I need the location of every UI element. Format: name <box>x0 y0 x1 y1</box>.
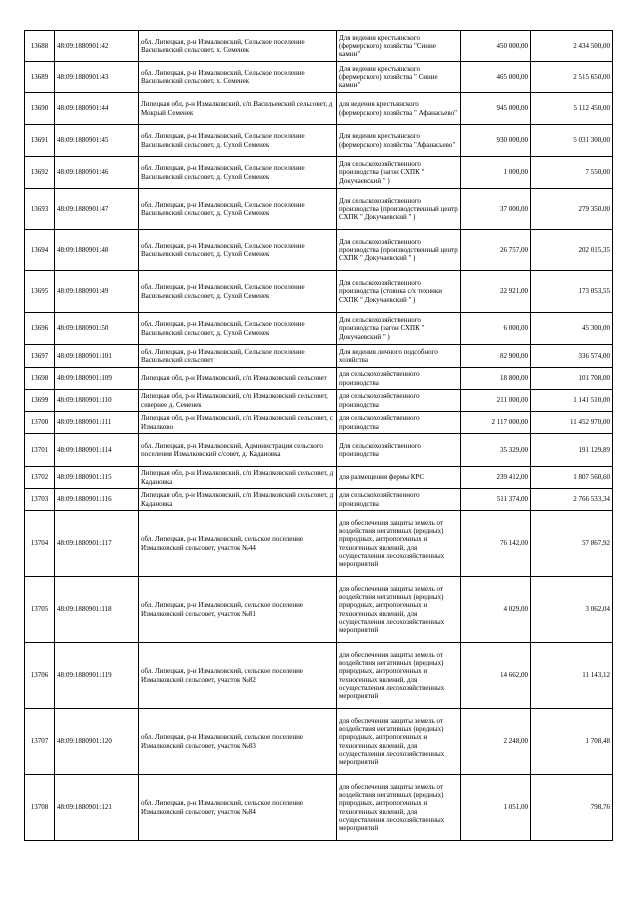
row-number: 13703 <box>25 489 55 511</box>
area-cell: 4 029,00 <box>461 577 531 643</box>
row-number: 13700 <box>25 412 55 434</box>
area-cell: 18 800,00 <box>461 368 531 390</box>
row-number: 13702 <box>25 467 55 489</box>
table-row <box>25 467 613 489</box>
permitted-use-cell: для сельскохозяйственного производства <box>337 390 461 412</box>
table-row <box>25 434 613 467</box>
area-cell: 14 662,00 <box>461 643 531 709</box>
row-number: 13697 <box>25 345 55 368</box>
document-page <box>24 30 613 841</box>
area-cell: 465 000,00 <box>461 62 531 93</box>
permitted-use-cell: для ведения крестьянского (фермерского) хозяйства " Афанасьево" <box>337 93 461 125</box>
address-cell: Липецкая обл, р-н Измалковский, с/п Измалковский сельсовет, с Измалково <box>139 412 337 434</box>
land-register-table <box>24 30 613 841</box>
permitted-use-cell: Для сельскохозяйственного производства (производственный центр СХПК " Докучаевский " ) <box>337 230 461 271</box>
area-cell: 26 757,00 <box>461 230 531 271</box>
cadastral-number: 48:09:1880901:116 <box>55 489 139 511</box>
area-cell: 37 000,00 <box>461 189 531 230</box>
cadastral-value-cell: 2 515 650,00 <box>531 62 613 93</box>
cadastral-value-cell: 1 807 560,60 <box>531 467 613 489</box>
cadastral-value-cell: 45 300,00 <box>531 313 613 345</box>
table-row <box>25 31 613 62</box>
permitted-use-cell: Для сельскохозяйственного производства (загон СХПК " Докучаевский " ) <box>337 313 461 345</box>
address-cell: обл. Липецкая, р-н Измалковский, Администрация сельского поселения Измалковский с/совет, д. Кадановка <box>139 434 337 467</box>
address-cell: Липецкая обл, р-н Измалковский, с/п Измалковский сельсовет, д Кадановка <box>139 467 337 489</box>
cadastral-value-cell: 11 143,12 <box>531 643 613 709</box>
permitted-use-cell: Для сельскохозяйственного производства (производственный центр СХПК " Докучаевский " ) <box>337 189 461 230</box>
permitted-use-cell: для обеспечения защиты земель от воздействия негативных (вредных) природных, антропогенных и техногенных явлений, для осуществления лесохозяйственных мероприятий <box>337 511 461 577</box>
table-row <box>25 577 613 643</box>
address-cell: обл. Липецкая, р-н Измалковский, Сельское поселение Васильевский сельсовет, х. Семенек <box>139 62 337 93</box>
area-cell: 450 000,00 <box>461 31 531 62</box>
address-cell: Липецкая обл, р-н Измалковский, с/п Измалковский сельсовет, севернее д. Семенек <box>139 390 337 412</box>
row-number: 13706 <box>25 643 55 709</box>
permitted-use-cell: Для ведения личного подсобного хозяйства <box>337 345 461 368</box>
table-row <box>25 313 613 345</box>
table-row <box>25 271 613 313</box>
cadastral-value-cell: 1 141 510,00 <box>531 390 613 412</box>
cadastral-number: 48:09:1880901:50 <box>55 313 139 345</box>
row-number: 13698 <box>25 368 55 390</box>
cadastral-number: 48:09:1880901:119 <box>55 643 139 709</box>
permitted-use-cell: для сельскохозяйственного производства <box>337 489 461 511</box>
row-number: 13707 <box>25 709 55 775</box>
address-cell: обл. Липецкая, р-н Измалковский, Сельское поселение Васильевский сельсовет <box>139 345 337 368</box>
area-cell: 2 117 000,00 <box>461 412 531 434</box>
row-number: 13696 <box>25 313 55 345</box>
permitted-use-cell: Для ведения крестьянского (фермерского) хозяйства "Афанасьево" <box>337 125 461 157</box>
permitted-use-cell: Для сельскохозяйственного производства (загон СХПК " Докучаевский " ) <box>337 157 461 189</box>
area-cell: 6 000,00 <box>461 313 531 345</box>
table-row <box>25 390 613 412</box>
table-row <box>25 368 613 390</box>
address-cell: обл. Липецкая, р-н Измалковский, сельское поселение Измалковский сельсовет, участок №44 <box>139 511 337 577</box>
address-cell: обл. Липецкая, р-н Измалковский, сельское поселение Измалковский сельсовет, участок №81 <box>139 577 337 643</box>
address-cell: обл. Липецкая, р-н Измалковский, Сельское поселение Васильевский сельсовет, д. Сухой Семенек <box>139 313 337 345</box>
row-number: 13692 <box>25 157 55 189</box>
table-row <box>25 775 613 841</box>
address-cell: обл. Липецкая, р-н Измалковский, сельское поселение Измалковский сельсовет, участок №83 <box>139 709 337 775</box>
cadastral-value-cell: 3 062,04 <box>531 577 613 643</box>
cadastral-value-cell: 173 053,55 <box>531 271 613 313</box>
table-row <box>25 489 613 511</box>
table-row <box>25 157 613 189</box>
area-cell: 239 412,00 <box>461 467 531 489</box>
row-number: 13688 <box>25 31 55 62</box>
table-row <box>25 643 613 709</box>
row-number: 13691 <box>25 125 55 157</box>
row-number: 13695 <box>25 271 55 313</box>
cadastral-number: 48:09:1880901:121 <box>55 775 139 841</box>
cadastral-value-cell: 2 434 500,00 <box>531 31 613 62</box>
cadastral-value-cell: 57 867,92 <box>531 511 613 577</box>
cadastral-number: 48:09:1880901:117 <box>55 511 139 577</box>
cadastral-value-cell: 279 350,00 <box>531 189 613 230</box>
row-number: 13693 <box>25 189 55 230</box>
area-cell: 511 374,00 <box>461 489 531 511</box>
permitted-use-cell: Для сельскохозяйственного производства <box>337 434 461 467</box>
address-cell: обл. Липецкая, р-н Измалковский, Сельское поселение Васильевский сельсовет, д. Сухой Семенек <box>139 157 337 189</box>
table-row <box>25 62 613 93</box>
permitted-use-cell: Для ведения крестьянского (фермерского) хозяйства "Синие камни" <box>337 31 461 62</box>
row-number: 13701 <box>25 434 55 467</box>
cadastral-number: 48:09:1880901:101 <box>55 345 139 368</box>
permitted-use-cell: для размещения фермы КРС <box>337 467 461 489</box>
address-cell: обл. Липецкая, р-н Измалковский, сельское поселение Измалковский сельсовет, участок №82 <box>139 643 337 709</box>
permitted-use-cell: для обеспечения защиты земель от воздействия негативных (вредных) природных, антропогенных и техногенных явлений, для осуществления лесохозяйственных мероприятий <box>337 775 461 841</box>
cadastral-number: 48:09:1880901:110 <box>55 390 139 412</box>
cadastral-number: 48:09:1880901:114 <box>55 434 139 467</box>
address-cell: Липецкая обл, р-н Измалковский, с/п Васильевский сельсовет, д Мокрый Семенек <box>139 93 337 125</box>
permitted-use-cell: для обеспечения защиты земель от воздействия негативных (вредных) природных, антропогенных и техногенных явлений, для осуществления лесохозяйственных мероприятий <box>337 643 461 709</box>
cadastral-value-cell: 2 766 533,34 <box>531 489 613 511</box>
table-row <box>25 230 613 271</box>
table-row <box>25 345 613 368</box>
permitted-use-cell: для обеспечения защиты земель от воздействия негативных (вредных) природных, антропогенных и техногенных явлений, для осуществления лесохозяйственных мероприятий <box>337 709 461 775</box>
area-cell: 82 900,00 <box>461 345 531 368</box>
row-number: 13689 <box>25 62 55 93</box>
permitted-use-cell: для сельскохозяйственного производства <box>337 412 461 434</box>
cadastral-number: 48:09:1880901:48 <box>55 230 139 271</box>
row-number: 13694 <box>25 230 55 271</box>
cadastral-number: 48:09:1880901:115 <box>55 467 139 489</box>
cadastral-number: 48:09:1880901:43 <box>55 62 139 93</box>
row-number: 13708 <box>25 775 55 841</box>
cadastral-value-cell: 11 452 970,00 <box>531 412 613 434</box>
table-row <box>25 93 613 125</box>
cadastral-value-cell: 101 708,00 <box>531 368 613 390</box>
area-cell: 1 051,00 <box>461 775 531 841</box>
row-number: 13705 <box>25 577 55 643</box>
area-cell: 35 329,00 <box>461 434 531 467</box>
cadastral-value-cell: 798,76 <box>531 775 613 841</box>
address-cell: обл. Липецкая, р-н Измалковский, Сельское поселение Васильевский сельсовет, д. Сухой Семенек <box>139 271 337 313</box>
area-cell: 76 142,00 <box>461 511 531 577</box>
cadastral-value-cell: 7 550,00 <box>531 157 613 189</box>
cadastral-value-cell: 191 129,89 <box>531 434 613 467</box>
permitted-use-cell: Для ведения крестьянского (фермерского) хозяйства " Синие камни" <box>337 62 461 93</box>
cadastral-number: 48:09:1880901:120 <box>55 709 139 775</box>
cadastral-value-cell: 336 574,00 <box>531 345 613 368</box>
cadastral-number: 48:09:1880901:49 <box>55 271 139 313</box>
cadastral-value-cell: 5 031 300,00 <box>531 125 613 157</box>
cadastral-number: 48:09:1880901:111 <box>55 412 139 434</box>
permitted-use-cell: для сельскохозяйственного производства <box>337 368 461 390</box>
address-cell: обл. Липецкая, р-н Измалковский, Сельское поселение Васильевский сельсовет, х. Семенек <box>139 31 337 62</box>
cadastral-number: 48:09:1880901:45 <box>55 125 139 157</box>
address-cell: обл. Липецкая, р-н Измалковский, Сельское поселение Васильевский сельсовет, д. Сухой Семенек <box>139 189 337 230</box>
cadastral-value-cell: 202 015,35 <box>531 230 613 271</box>
cadastral-value-cell: 5 112 450,00 <box>531 93 613 125</box>
cadastral-number: 48:09:1880901:46 <box>55 157 139 189</box>
address-cell: обл. Липецкая, р-н Измалковский, Сельское поселение Васильевский сельсовет, д. Сухой Семенек <box>139 125 337 157</box>
area-cell: 945 000,00 <box>461 93 531 125</box>
table-row <box>25 511 613 577</box>
table-row <box>25 709 613 775</box>
table-row <box>25 189 613 230</box>
cadastral-number: 48:09:1880901:42 <box>55 31 139 62</box>
permitted-use-cell: для обеспечения защиты земель от воздействия негативных (вредных) природных, антропогенных и техногенных явлений, для осуществления лесохозяйственных мероприятий <box>337 577 461 643</box>
table-body <box>25 31 613 841</box>
cadastral-number: 48:09:1880901:44 <box>55 93 139 125</box>
row-number: 13690 <box>25 93 55 125</box>
permitted-use-cell: Для сельскохозяйственного производства (стоянка с/х техники СХПК " Докучаевский " ) <box>337 271 461 313</box>
cadastral-number: 48:09:1880901:47 <box>55 189 139 230</box>
row-number: 13704 <box>25 511 55 577</box>
area-cell: 1 000,00 <box>461 157 531 189</box>
area-cell: 930 000,00 <box>461 125 531 157</box>
address-cell: обл. Липецкая, р-н Измалковский, Сельское поселение Васильевский сельсовет, д. Сухой Семенек <box>139 230 337 271</box>
area-cell: 2 248,00 <box>461 709 531 775</box>
cadastral-value-cell: 1 708,48 <box>531 709 613 775</box>
area-cell: 22 921,00 <box>461 271 531 313</box>
table-row <box>25 125 613 157</box>
cadastral-number: 48:09:1880901:118 <box>55 577 139 643</box>
area-cell: 211 000,00 <box>461 390 531 412</box>
cadastral-number: 48:09:1880901:109 <box>55 368 139 390</box>
address-cell: Липецкая обл, р-н Измалковский, с/п Измалковский сельсовет <box>139 368 337 390</box>
row-number: 13699 <box>25 390 55 412</box>
address-cell: Липецкая обл, р-н Измалковский, с/п Измалковский сельсовет, д Кадановка <box>139 489 337 511</box>
address-cell: обл. Липецкая, р-н Измалковский, сельское поселение Измалковский сельсовет, участок №84 <box>139 775 337 841</box>
table-row <box>25 412 613 434</box>
